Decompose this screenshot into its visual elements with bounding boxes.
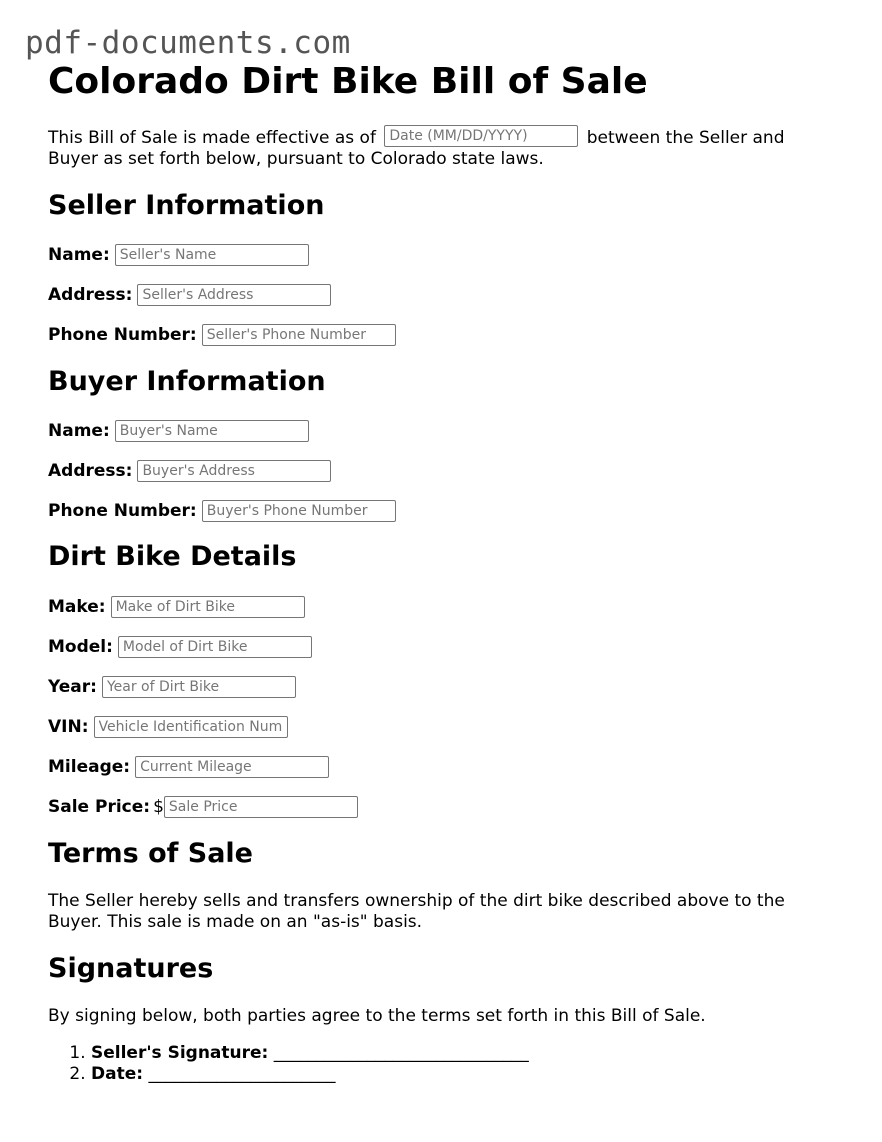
- bike-vin-row: [48, 716, 288, 738]
- bike-price-row: [48, 796, 358, 818]
- bike-mileage-row: [48, 756, 329, 778]
- buyer-name-input[interactable]: [115, 420, 309, 442]
- seller-signature-label: Seller's Signature:: [91, 1043, 269, 1063]
- bike-model-input[interactable]: [118, 636, 312, 658]
- buyer-phone-input[interactable]: [202, 500, 396, 522]
- seller-name-row: [48, 244, 309, 266]
- bike-make-label: Make:: [48, 597, 106, 617]
- seller-address-label: Address:: [48, 285, 133, 305]
- bike-mileage-label: Mileage:: [48, 757, 131, 777]
- watermark: pdf-documents.com: [25, 25, 351, 61]
- terms-paragraph: The Seller hereby sells and transfers ownership of the dirt bike described above to the Buyer. This sale is made on an "as-is" basis.: [48, 891, 785, 932]
- bike-price-label: Sale Price:: [48, 797, 151, 817]
- bike-year-input[interactable]: [102, 676, 296, 698]
- bike-vin-label: VIN:: [48, 717, 89, 737]
- signatures-section-heading: Signatures: [48, 953, 214, 984]
- bike-model-label: Model:: [48, 637, 113, 657]
- bike-section-heading: Dirt Bike Details: [48, 541, 297, 572]
- page-title: Colorado Dirt Bike Bill of Sale: [48, 61, 648, 102]
- signature-date-label: Date:: [91, 1064, 144, 1084]
- buyer-section-heading: Buyer Information: [48, 366, 326, 397]
- signature-item-seller: [91, 1043, 529, 1064]
- intro-text-after: between the Seller and Buyer as set forth below, pursuant to Colorado state laws.: [48, 128, 785, 169]
- seller-phone-row: [48, 324, 396, 346]
- seller-name-input[interactable]: [115, 244, 309, 266]
- buyer-name-row: [48, 420, 309, 442]
- effective-date-input[interactable]: [384, 125, 578, 147]
- seller-address-row: [48, 284, 331, 306]
- intro-paragraph: [48, 127, 838, 170]
- currency-symbol: $: [153, 797, 164, 817]
- buyer-address-input[interactable]: [137, 460, 331, 482]
- bike-year-row: [48, 676, 296, 698]
- signature-item-date: [91, 1064, 529, 1085]
- seller-section-heading: Seller Information: [48, 190, 325, 221]
- buyer-name-label: Name:: [48, 421, 110, 441]
- terms-section-heading: Terms of Sale: [48, 838, 253, 869]
- signature-date-line: ______________________: [148, 1064, 336, 1084]
- sale-price-input[interactable]: [164, 796, 358, 818]
- bike-mileage-input[interactable]: [135, 756, 329, 778]
- buyer-address-label: Address:: [48, 461, 133, 481]
- bike-vin-input[interactable]: [94, 716, 288, 738]
- seller-phone-label: Phone Number:: [48, 325, 197, 345]
- bike-model-row: [48, 636, 312, 658]
- seller-signature-line: ______________________________: [273, 1043, 529, 1063]
- bike-make-input[interactable]: [111, 596, 305, 618]
- seller-address-input[interactable]: [137, 284, 331, 306]
- bike-year-label: Year:: [48, 677, 97, 697]
- seller-name-label: Name:: [48, 245, 110, 265]
- signatures-paragraph: By signing below, both parties agree to the terms set forth in this Bill of Sale.: [48, 1006, 706, 1026]
- buyer-address-row: [48, 460, 331, 482]
- seller-phone-input[interactable]: [202, 324, 396, 346]
- signature-list: [48, 1043, 529, 1085]
- intro-text-before: This Bill of Sale is made effective as of: [48, 128, 376, 148]
- buyer-phone-label: Phone Number:: [48, 501, 197, 521]
- bike-make-row: [48, 596, 305, 618]
- buyer-phone-row: [48, 500, 396, 522]
